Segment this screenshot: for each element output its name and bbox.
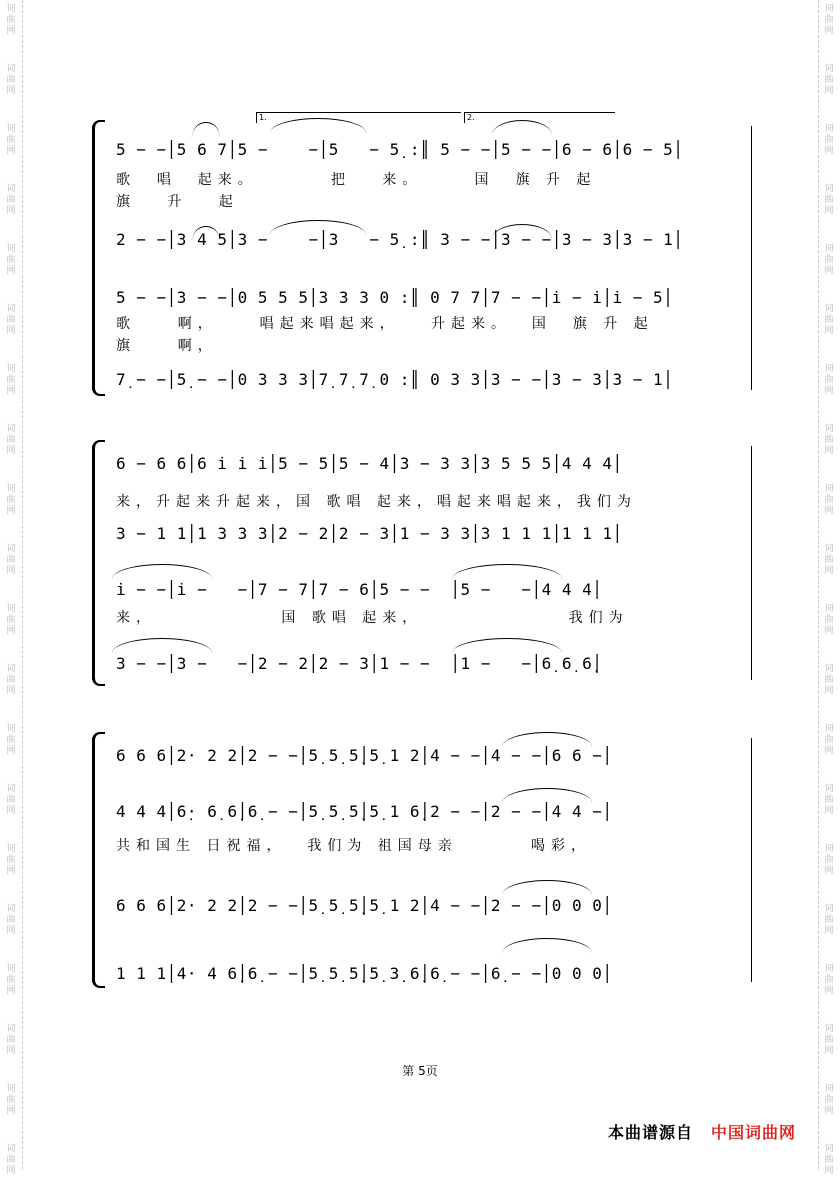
watermark-text: 词曲网 bbox=[824, 844, 834, 876]
notation-line: 2 − −│3 4 5│3 − −│3 − 5̣ :║ 3 − −│3 − −│3 − 3│3 − 1│ bbox=[116, 230, 684, 249]
watermark-text: 词曲网 bbox=[6, 244, 16, 276]
notation-line: 1 1 1│4· 4 6̣│6̣ − −│5̣ 5̣ 5̣│5̣ 3̣ 6̣│6̣ − −│6̣ − −│0 0 0│ bbox=[116, 964, 613, 983]
watermark-text: 词曲网 bbox=[6, 184, 16, 216]
watermark-text: 词曲网 bbox=[824, 604, 834, 636]
slur bbox=[502, 938, 592, 953]
score-system-2 bbox=[92, 440, 752, 690]
source-site-link[interactable]: 中国词曲网 bbox=[711, 1123, 797, 1142]
notation-line: 5 − −│3 − −│0 5 5 5│3 3 3 0 :║ 0 7 7│7 − −│i̇ − i̇│i̇ − 5│ bbox=[116, 288, 674, 307]
watermark-text: 词曲网 bbox=[6, 724, 16, 756]
watermark-text: 词曲网 bbox=[6, 904, 16, 936]
lyric-line: 旗 啊， bbox=[116, 338, 218, 354]
page-number: 第 5页 bbox=[402, 1064, 438, 1078]
lyric-line: 旗 升 起 bbox=[116, 194, 239, 210]
volta-second-ending: 2. bbox=[464, 112, 615, 123]
notation-line: 3 − −│3 − −│2 − 2│2 − 3│1 − − │1 − −│6̣ 6̣ 6̣│ bbox=[116, 654, 603, 673]
watermark-text: 词曲网 bbox=[6, 304, 16, 336]
watermark-text: 词曲网 bbox=[824, 484, 834, 516]
watermark-text: 词曲网 bbox=[824, 364, 834, 396]
watermark-text: 词曲网 bbox=[824, 184, 834, 216]
slur bbox=[112, 564, 212, 579]
system-bracket bbox=[92, 738, 103, 982]
watermark-text: 词曲网 bbox=[6, 4, 16, 36]
watermark-text: 词曲网 bbox=[824, 784, 834, 816]
watermark-text: 词曲网 bbox=[6, 484, 16, 516]
watermark-text: 词曲网 bbox=[6, 544, 16, 576]
watermark-text: 词曲网 bbox=[824, 664, 834, 696]
slur bbox=[192, 122, 220, 137]
watermark-text: 词曲网 bbox=[824, 904, 834, 936]
watermark-text: 词曲网 bbox=[824, 1084, 834, 1116]
source-label: 本曲谱源自 bbox=[608, 1123, 694, 1142]
lyric-line: 共和国生 日祝福， 我们为 祖国母亲 喝彩， bbox=[116, 838, 591, 854]
slur bbox=[452, 638, 562, 653]
watermark-text: 词曲网 bbox=[6, 604, 16, 636]
notation-line: 6 6 6│2· 2 2│2 − −│5̣ 5̣ 5̣│5̣ 1 2│4 − −│4 − −│6 6 −│ bbox=[116, 746, 613, 765]
notation-line: 5 − −│5 6 7│5 − −│5 − 5̣ :║ 5 − −│5 − −│6 − 6│6 − 5│ bbox=[116, 140, 684, 159]
watermark-text: 词曲网 bbox=[6, 1024, 16, 1056]
volta-first-ending: 1. bbox=[256, 112, 461, 123]
lyric-line: 歌 唱 起来。 把 来。 国 旗 升 起 bbox=[116, 172, 597, 188]
score-system-3 bbox=[92, 732, 752, 992]
system-bracket bbox=[92, 446, 103, 680]
watermark-text: 词曲网 bbox=[824, 544, 834, 576]
notation-line: 4 4 4│6̣· 6̣ 6̣│6̣ − −│5̣ 5̣ 5̣│5̣ 1 6̣│2 − −│2 − −│4 4 −│ bbox=[116, 802, 613, 821]
watermark-text: 词曲网 bbox=[824, 4, 834, 36]
watermark-text: 词曲网 bbox=[824, 1144, 834, 1176]
watermark-text: 词曲网 bbox=[6, 124, 16, 156]
watermark-text: 词曲网 bbox=[824, 124, 834, 156]
watermark-text: 词曲网 bbox=[6, 1084, 16, 1116]
final-barline bbox=[751, 446, 752, 680]
watermark-text: 词曲网 bbox=[6, 64, 16, 96]
watermark-text: 词曲网 bbox=[6, 364, 16, 396]
watermark-text: 词曲网 bbox=[6, 964, 16, 996]
notation-line: 6 6 6│2· 2 2│2 − −│5̣ 5̣ 5̣│5̣ 1 2│4 − −│2 − −│0 0 0│ bbox=[116, 896, 613, 915]
final-barline bbox=[751, 738, 752, 982]
system-bracket bbox=[92, 126, 103, 390]
notation-line: 6 − 6 6│6 i̇ i̇ i̇│5 − 5│5 − 4│3 − 3 3│3 5 5 5│4 4 4│ bbox=[116, 454, 623, 473]
watermark-text: 词曲网 bbox=[824, 724, 834, 756]
lyric-line: 来，升起来升起来，国 歌唱 起来，唱起来唱起来，我们为 bbox=[116, 494, 637, 510]
watermark-text: 词曲网 bbox=[824, 244, 834, 276]
watermark-text: 词曲网 bbox=[824, 64, 834, 96]
watermark-text: 词曲网 bbox=[824, 304, 834, 336]
score-system-1 bbox=[92, 113, 752, 400]
slur bbox=[502, 880, 592, 895]
watermark-text: 词曲网 bbox=[6, 844, 16, 876]
page-edge-left bbox=[22, 0, 23, 1169]
notation-line: 7̣ − −│5̣ − −│0 3 3 3│7̣ 7̣ 7̣ 0 :║ 0 3 3│3 − −│3 − 3│3 − 1│ bbox=[116, 370, 674, 389]
source-credit bbox=[608, 1120, 796, 1143]
lyric-line: 歌 啊， 唱起来唱起来， 升起来。 国 旗 升 起 bbox=[116, 316, 654, 332]
page-edge-right bbox=[818, 0, 819, 1169]
watermark-text: 词曲网 bbox=[824, 964, 834, 996]
watermark-text: 词曲网 bbox=[6, 1144, 16, 1176]
slur bbox=[452, 564, 562, 579]
watermark-text: 词曲网 bbox=[824, 424, 834, 456]
watermark-text: 词曲网 bbox=[824, 1024, 834, 1056]
watermark-text: 词曲网 bbox=[6, 784, 16, 816]
watermark-text: 词曲网 bbox=[6, 664, 16, 696]
watermark-text: 词曲网 bbox=[6, 424, 16, 456]
notation-line: 3 − 1 1│1 3 3 3│2 − 2│2 − 3│1 − 3 3│3 1 1 1│1 1 1│ bbox=[116, 524, 623, 543]
lyric-line: 来， 国 歌唱 起来， 我们为 bbox=[116, 610, 629, 626]
notation-line: i̇ − −│i̇ − −│7 − 7│7 − 6│5 − − │5 − −│4 4 4│ bbox=[116, 580, 603, 599]
slur bbox=[112, 638, 212, 653]
